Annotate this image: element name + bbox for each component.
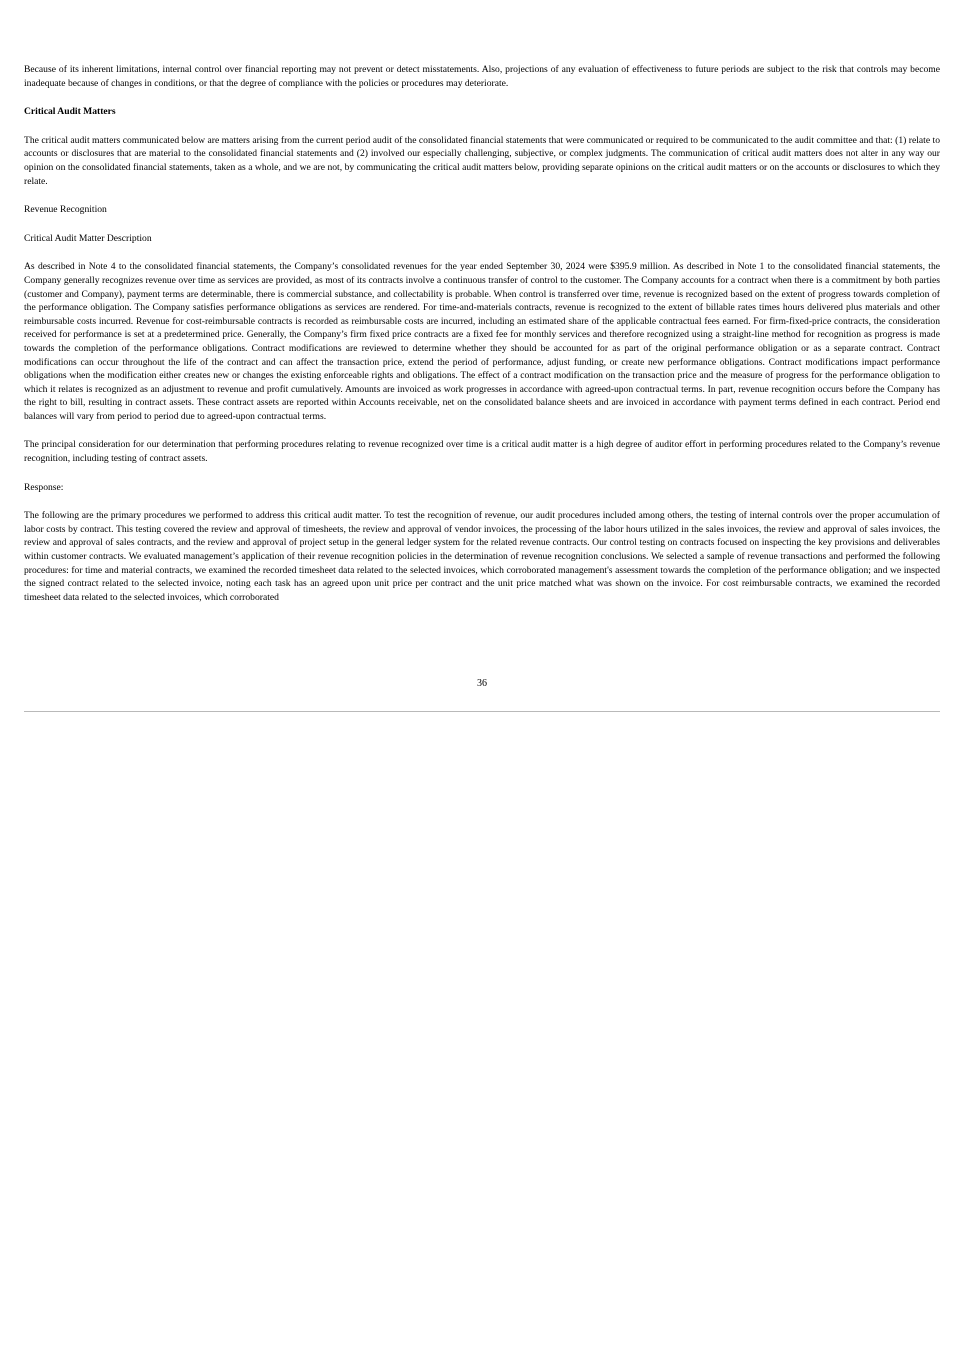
cam-intro-paragraph: The critical audit matters communicated below are matters arising from the current period audit of the consolidated financial statements that were communicated or required to be communicated to the audit committee and that: (1) relate to accounts or disclosures that are material to the consolidated financial statements and (2) involved our especially challenging, subjective, or complex judgments. The communication of critical audit matters does not alter in any way our opinion on the consolidated financial statements, taken as a whole, and we are not, by communicating the critical audit matters below, providing separate opinions on the critical audit matters or on the accounts or disclosures to which they relate. (24, 134, 940, 187)
page-number: 36 (477, 678, 487, 689)
response-title: Response: (24, 481, 64, 493)
revenue-recognition-title: Revenue Recognition (24, 204, 107, 216)
limitations-paragraph: Because of its inherent limitations, internal control over financial reporting may not prevent or detect misstatements. Also, projections of any evaluation of effectiveness to future periods are subject to the risk that controls may become inadequate because of changes in conditions, or that the degree of compliance with the policies or procedures may deteriorate. (24, 64, 940, 89)
revenue-description-paragraph: As described in Note 4 to the consolidated financial statements, the Company’s consolidated revenues for the year ended September 30, 2024 were $395.9 million. As described in Note 1 to the consolidated financial statements, the Company generally recognizes revenue over time as services are provided, as most of its contracts involve a continuous transfer of control to the customer. The Company accounts for a contract when there is a commitment by both parties (customer and Company), payment terms are determinable, there is commercial substance, and collectability is probable. When control is transferred over time, revenue is recognized based on the extent of progress towards completion of the performance obligation. The Company satisfies performance obligations as services are rendered. For time-and-materials contracts, revenue is recognized to the extent of billable rates times hours delivered plus materials and other reimbursable costs incurred. Revenue for cost-reimbursable contracts is recorded as reimbursable costs are incurred, including an estimated share of the applicable contractual fees earned. For firm-fixed-price contracts, the consideration received for performance is set at a predetermined price. Generally, the Company’s firm fixed price contracts are a fixed fee for monthly services and therefore recognized using a straight-line method for recognition as progress is made towards the completion of the performance obligations. Contract modifications are reviewed to determine whether they should be accounted for as part of the original performance obligation or as a separate contract. Contract modifications can occur throughout the life of the contract and can affect the transaction price, extend the period of performance, adjust funding, or create new performance obligations. Contract modifications impact performance obligations when the modification either creates new or changes the existing enforceable rights and obligations. The effect of a contract modification on the transaction price and the measure of progress for the performance obligation to which it relates is recognized as an adjustment to revenue and profit cumulatively. Amounts are invoiced as work progresses in accordance with agreed-upon contractual terms. In part, revenue recognition occurs before the Company has the right to bill, resulting in contract assets. These contract assets are reported within Accounts receivable, net on the consolidated balance sheets and are invoiced in accordance with payment terms defined in each contract. Period end balances will vary from period to period due to agreed-upon contractual terms. (24, 261, 940, 422)
document-page (24, 63, 940, 619)
critical-audit-matters-heading: Critical Audit Matters (24, 106, 116, 118)
page-divider (24, 711, 940, 712)
response-paragraph: The following are the primary procedures we performed to address this critical audit matter. To test the recognition of revenue, our audit procedures included among others, the testing of internal controls over the proper accumulation of labor costs by contract. This testing covered the review and approval of timesheets, the review and approval of vendor invoices, the processing of the labor hours utilized in the sales invoices, the review and approval of sales invoices, the review and approval of sales contracts, and the review and approval of project setup in the general ledger system for the related revenue contracts. Our control testing on contracts focused on inspecting the key provisions and deliverables within customer contracts. We evaluated management’s application of their revenue recognition policies in the determination of revenue recognition conclusions. We selected a sample of revenue transactions and performed the following procedures: for time and material contracts, we examined the recorded timesheet data related to the selected invoices, which corroborated management's assessment towards the completion of the performance obligation; and we inspected the signed contract related to the selected invoice, noting each task has an agreed upon unit price per contract and the unit price matched what was shown on the invoice. For cost reimbursable contracts, we examined the recorded timesheet data related to the selected invoices, which corroborated (24, 510, 940, 603)
principal-consideration-paragraph: The principal consideration for our determination that performing procedures relating to revenue recognized over time is a critical audit matter is a high degree of auditor effort in performing procedures related to the Company’s revenue recognition, including testing of contract assets. (24, 439, 940, 465)
cam-description-title: Critical Audit Matter Description (24, 232, 152, 244)
